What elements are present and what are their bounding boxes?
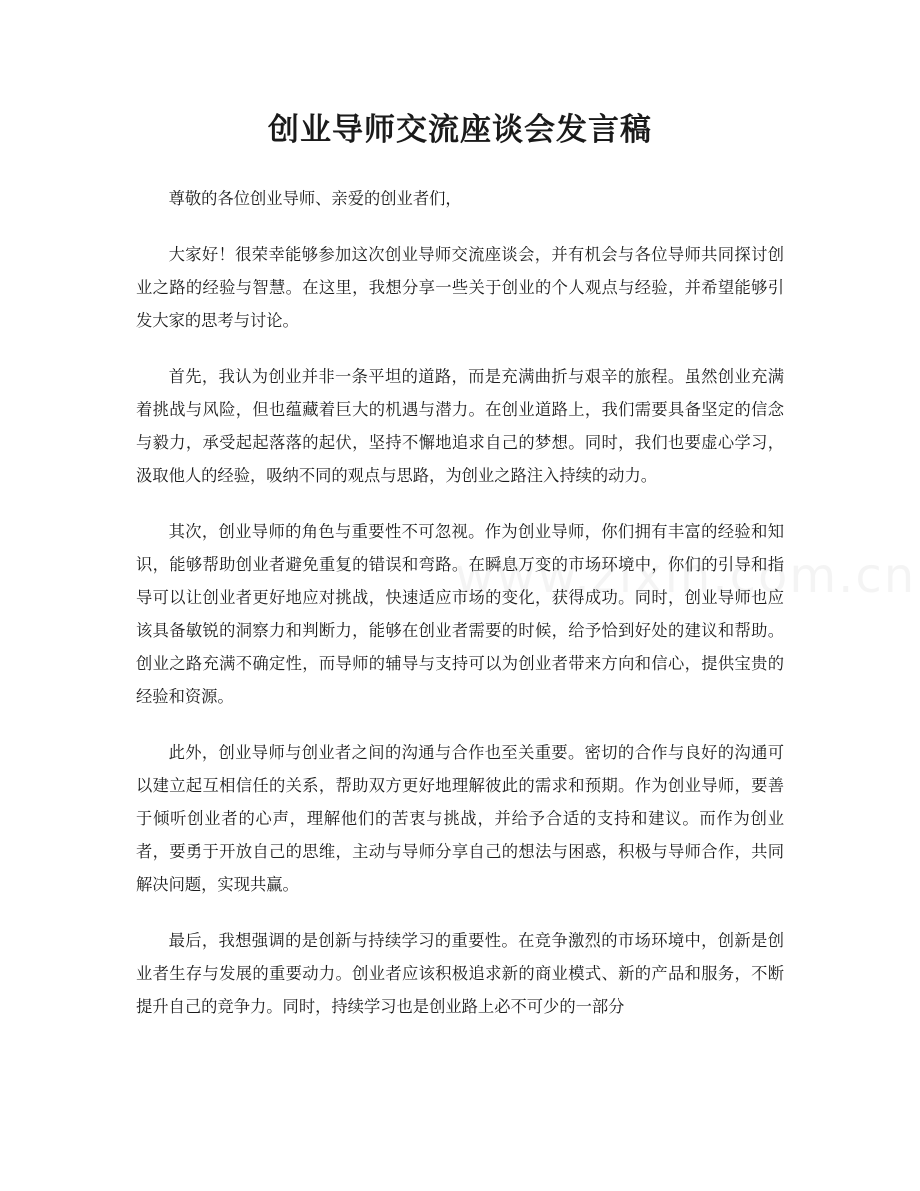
paragraph-first-point: 首先，我认为创业并非一条平坦的道路，而是充满曲折与艰辛的旅程。虽然创业充满着挑战与风险，但也蕴藏着巨大的机遇与潜力。在创业道路上，我们需要具备坚定的信念与毅力，承受起起落落的起伏，坚持不懈地追求自己的梦想。同时，我们也要虚心学习，汲取他人的经验，吸纳不同的观点与思路，为创业之路注入持续的动力。 [136,367,784,485]
paragraph-third-point: 此外，创业导师与创业者之间的沟通与合作也至关重要。密切的合作与良好的沟通可以建立起互相信任的关系，帮助双方更好地理解彼此的需求和预期。作为创业导师，要善于倾听创业者的心声，理解他们的苦衷与挑战，并给予合适的支持和建议。而作为创业者，要勇于开放自己的思维，主动与导师分享自己的想法与困惑，积极与导师合作，共同解决问题，实现共赢。 [136,743,784,894]
document-title: 创业导师交流座谈会发言稿 [268,112,652,148]
paragraph-salutation: 尊敬的各位创业导师、亲爱的创业者们， [168,189,462,208]
paragraph-final-point: 最后，我想强调的是创新与持续学习的重要性。在竞争激烈的市场环境中，创新是创业者生存与发展的重要动力。创业者应该积极追求新的商业模式、新的产品和服务，不断提升自己的竞争力。同时，持续学习也是创业路上必不可少的一部分 [136,931,784,1016]
paragraph-greeting: 大家好！很荣幸能够参加这次创业导师交流座谈会，并有机会与各位导师共同探讨创业之路的经验与智慧。在这里，我想分享一些关于创业的个人观点与经验，并希望能够引发大家的思考与讨论。 [136,245,784,330]
paragraph-second-point: 其次，创业导师的角色与重要性不可忽视。作为创业导师，你们拥有丰富的经验和知识，能够帮助创业者避免重复的错误和弯路。在瞬息万变的市场环境中，你们的引导和指导可以让创业者更好地应对挑战，快速适应市场的变化，获得成功。同时，创业导师也应该具备敏锐的洞察力和判断力，能够在创业者需要的时候，给予恰到好处的建议和帮助。创业之路充满不确定性，而导师的辅导与支持可以为创业者带来方向和信心，提供宝贵的经验和资源。 [136,522,784,706]
